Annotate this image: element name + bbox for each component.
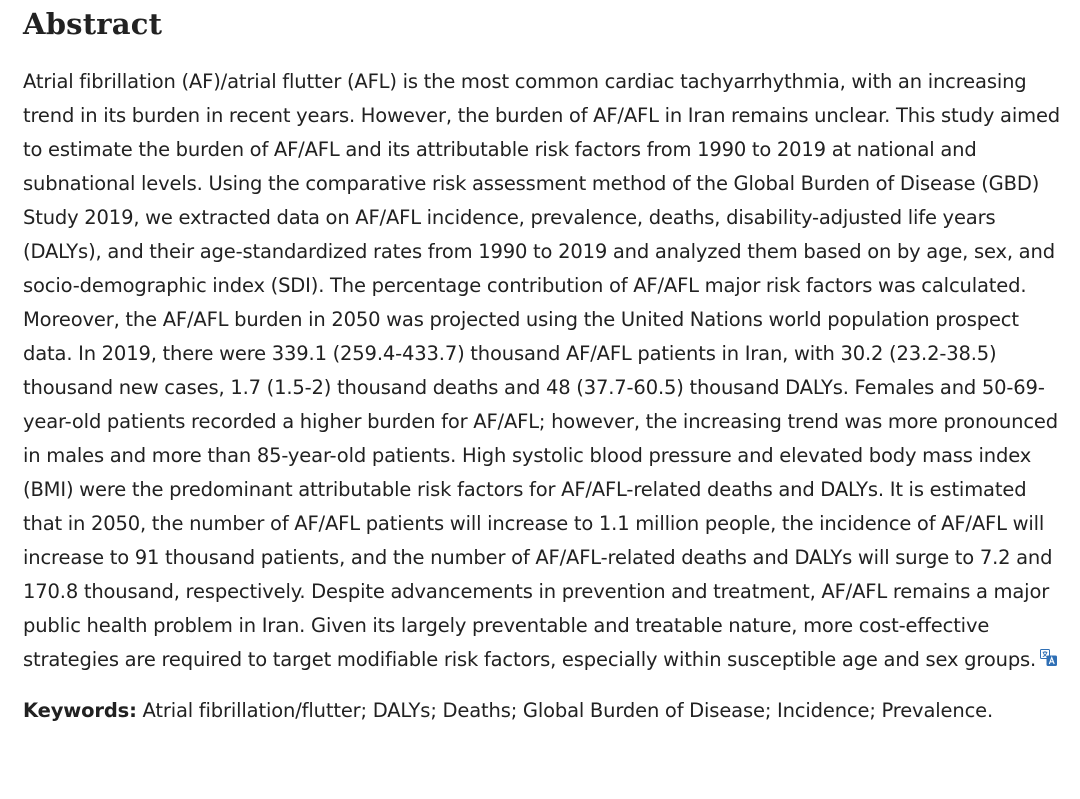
abstract-text: Atrial fibrillation (AF)/atrial flutter (AFL) is the most common cardiac tachyarrhythmia, with an increasing trend in its burden in recent years. However, the burden of AF/AFL in Iran remains unclear. This study aimed to estimate the burden of AF/AFL and its attributable risk factors from 1990 to 2019 at national and subnational levels. Using the comparative risk assessment method of the Global Burden of Disease (GBD) Study 2019, we extracted data on AF/AFL incidence, prevalence, deaths, disability-adjusted life years (DALYs), and their age-standardized rates from 1990 to 2019 and analyzed them based on by age, sex, and socio-demographic index (SDI). The percentage contribution of AF/AFL major risk factors was calculated. Moreover, the AF/AFL burden in 2050 was projected using the United Nations world population prospect data. In 2019, there were 339.1 (259.4-433.7) thousand AF/AFL patients in Iran, with 30.2 (23.2-38.5) thousand new cases, 1.7 (1.5-2) thousand deaths and 48 (37.7-60.5) thousand DALYs. Females and 50-69-year-old patients recorded a higher burden for AF/AFL; however, the increasing trend was more pronounced in males and more than 85-year-old patients. High systolic blood pressure and elevated body mass index (BMI) were the predominant attributable risk factors for AF/AFL-related deaths and DALYs. It is estimated that in 2050, the number of AF/AFL patients will increase to 1.1 million people, the incidence of AF/AFL will increase to 91 thousand patients, and the number of AF/AFL-related deaths and DALYs will surge to 7.2 and 170.8 thousand, respectively. Despite advancements in prevention and treatment, AF/AFL remains a major public health problem in Iran. Given its largely preventable and treatable nature, more cost-effective strategies are required to target modifiable risk factors, especially within susceptible age and sex groups. (23, 70, 1061, 671)
keywords-paragraph (23, 694, 1063, 728)
abstract-heading: Abstract (23, 7, 163, 41)
keywords-list: Atrial fibrillation/flutter; DALYs; Deaths; Global Burden of Disease; Incidence; Prevalence. (142, 699, 994, 722)
abstract-section (23, 0, 1063, 728)
translate-icon[interactable] (1040, 643, 1057, 660)
abstract-paragraph (23, 65, 1063, 677)
keywords-label: Keywords: (23, 699, 137, 722)
